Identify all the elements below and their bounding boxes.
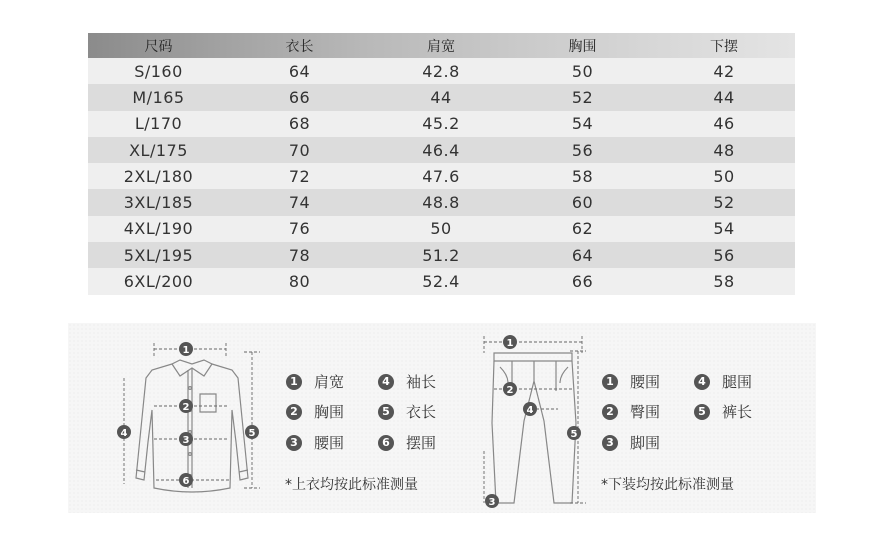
size-cell: 4XL/190 xyxy=(123,219,194,239)
shirt-legend-hem xyxy=(378,432,436,453)
measure-cell: 72 xyxy=(288,166,311,186)
measure-cell: 42 xyxy=(713,61,735,81)
legend-label: 腿围 xyxy=(722,373,753,391)
measure-cell: 50 xyxy=(430,219,452,239)
pants-legend-waist xyxy=(602,371,660,392)
table-row xyxy=(88,268,795,294)
legend-label: 腰围 xyxy=(630,373,661,391)
pants-legend-thigh xyxy=(694,371,752,392)
shirt-marker-6: 6 xyxy=(182,476,190,487)
measure-cell: 46 xyxy=(713,114,735,134)
shirt-diagram-icon xyxy=(112,338,272,498)
number-badge-icon: 4 xyxy=(378,374,394,390)
number-badge-icon: 6 xyxy=(378,435,394,451)
legend-label: 袖长 xyxy=(406,373,437,391)
measure-cell: 48.8 xyxy=(422,193,460,213)
measure-cell: 80 xyxy=(288,272,311,292)
size-cell: XL/175 xyxy=(129,140,188,160)
legend-label: 腰围 xyxy=(314,434,345,452)
measurement-guide-panel xyxy=(68,323,816,513)
measure-cell: 52 xyxy=(571,87,594,107)
number-badge-icon: 1 xyxy=(286,374,302,390)
measure-cell: 47.6 xyxy=(422,166,460,186)
measure-cell: 50 xyxy=(571,61,594,81)
size-cell: 5XL/195 xyxy=(123,245,194,265)
pants-legend-length xyxy=(694,401,752,422)
table-row xyxy=(88,111,795,137)
legend-label: 肩宽 xyxy=(314,373,345,391)
number-badge-icon: 5 xyxy=(694,404,710,420)
pants-marker-2: 2 xyxy=(506,385,514,396)
measure-cell: 60 xyxy=(571,193,594,213)
pants-diagram-icon xyxy=(478,331,590,511)
legend-label: 臀围 xyxy=(630,403,661,421)
header-hem: 下摆 xyxy=(653,33,795,58)
header-size: 尺码 xyxy=(88,33,229,58)
table-row xyxy=(88,137,795,163)
header-length: 衣长 xyxy=(229,33,370,58)
shirt-legend-chest xyxy=(286,401,344,422)
table-row xyxy=(88,58,795,84)
measure-cell: 51.2 xyxy=(422,245,460,265)
number-badge-icon: 3 xyxy=(286,435,302,451)
measure-cell: 64 xyxy=(571,245,594,265)
measure-cell: 70 xyxy=(288,140,311,160)
shirt-legend-shoulder xyxy=(286,371,344,392)
measure-cell: 44 xyxy=(430,87,452,107)
shirt-marker-4: 4 xyxy=(120,428,128,439)
measure-cell: 74 xyxy=(288,193,311,213)
legend-label: 摆围 xyxy=(406,434,437,452)
table-header-row xyxy=(88,33,795,58)
shirt-marker-1: 1 xyxy=(182,345,190,356)
table-row xyxy=(88,163,795,189)
measure-cell: 54 xyxy=(713,219,735,239)
table-row xyxy=(88,242,795,268)
header-shoulder: 肩宽 xyxy=(370,33,512,58)
shirt-marker-5: 5 xyxy=(248,428,256,439)
table-row xyxy=(88,216,795,242)
measure-cell: 66 xyxy=(571,272,594,292)
number-badge-icon: 1 xyxy=(602,374,618,390)
measure-cell: 45.2 xyxy=(422,114,460,134)
measure-cell: 64 xyxy=(288,61,311,81)
legend-label: 脚围 xyxy=(630,434,661,452)
measure-cell: 42.8 xyxy=(422,61,460,81)
number-badge-icon: 5 xyxy=(378,404,394,420)
shirt-marker-3: 3 xyxy=(182,435,190,446)
size-table xyxy=(88,33,795,295)
table-row xyxy=(88,189,795,215)
pants-legend-hip xyxy=(602,401,660,422)
pants-marker-5: 5 xyxy=(570,429,578,440)
measure-cell: 56 xyxy=(713,245,735,265)
measure-cell: 54 xyxy=(571,114,594,134)
table-row xyxy=(88,84,795,110)
measure-cell: 56 xyxy=(571,140,594,160)
measure-cell: 52.4 xyxy=(422,272,460,292)
number-badge-icon: 4 xyxy=(694,374,710,390)
pants-marker-1: 1 xyxy=(506,338,514,349)
pants-legend-ankle xyxy=(602,432,660,453)
measure-cell: 58 xyxy=(713,272,735,292)
shirt-legend-waist xyxy=(286,432,344,453)
size-cell: L/170 xyxy=(134,114,183,134)
shirt-legend-sleeve xyxy=(378,371,436,392)
size-cell: 6XL/200 xyxy=(123,272,194,292)
measure-cell: 58 xyxy=(571,166,594,186)
measure-cell: 76 xyxy=(288,219,311,239)
measure-cell: 62 xyxy=(571,219,594,239)
number-badge-icon: 2 xyxy=(602,404,618,420)
number-badge-icon: 3 xyxy=(602,435,618,451)
measure-cell: 78 xyxy=(288,245,311,265)
size-cell: 3XL/185 xyxy=(123,193,194,213)
size-cell: S/160 xyxy=(134,61,183,81)
shirt-marker-2: 2 xyxy=(182,402,190,413)
legend-label: 胸围 xyxy=(314,403,345,421)
measure-cell: 48 xyxy=(713,140,735,160)
header-chest: 胸围 xyxy=(512,33,653,58)
size-cell: M/165 xyxy=(132,87,185,107)
shirt-legend-length xyxy=(378,401,436,422)
measure-cell: 52 xyxy=(713,193,735,213)
measure-cell: 44 xyxy=(713,87,735,107)
pants-marker-4: 4 xyxy=(526,405,534,416)
size-cell: 2XL/180 xyxy=(123,166,194,186)
number-badge-icon: 2 xyxy=(286,404,302,420)
measure-cell: 46.4 xyxy=(422,140,460,160)
measure-cell: 68 xyxy=(288,114,311,134)
pants-note: *下装均按此标准测量 xyxy=(601,477,734,493)
pants-marker-3: 3 xyxy=(488,497,496,508)
shirt-note: *上衣均按此标准测量 xyxy=(285,477,418,493)
measure-cell: 50 xyxy=(713,166,735,186)
legend-label: 裤长 xyxy=(722,403,753,421)
measure-cell: 66 xyxy=(288,87,311,107)
legend-label: 衣长 xyxy=(406,403,437,421)
